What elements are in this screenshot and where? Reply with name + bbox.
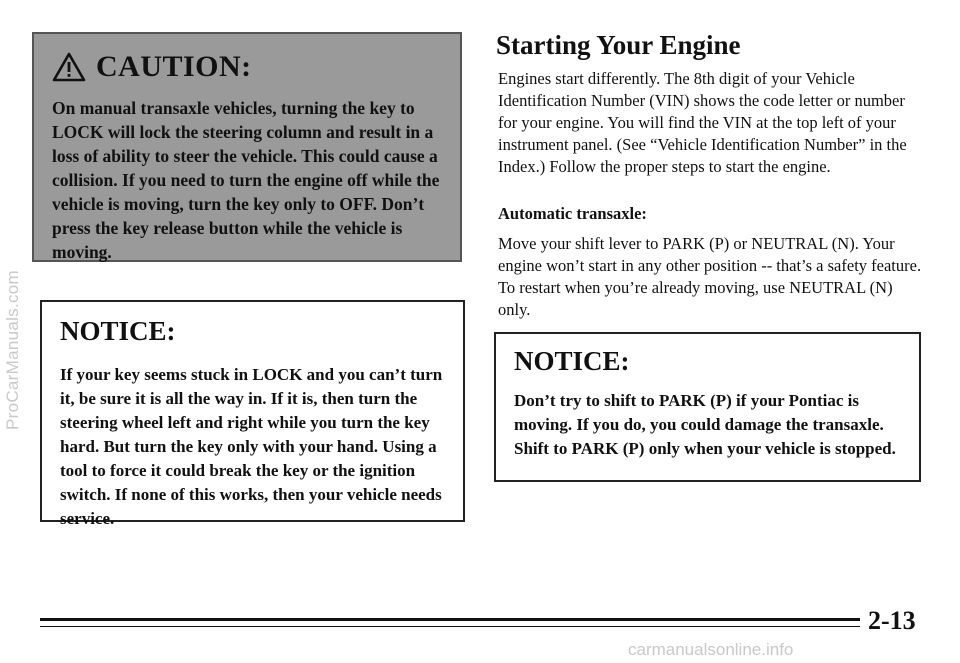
- warning-triangle-icon: [52, 52, 86, 82]
- intro-paragraph: Engines start differently. The 8th digit of your Vehicle Identification Number (VIN) shows the code letter or number for your engine. You will find the VIN at the top left of your instrument panel. (See “Vehicle Identification Number” in the Index.) Follow the proper steps to start the engine.: [498, 69, 907, 176]
- page-number: 2-13: [868, 606, 916, 635]
- caution-text: On manual transaxle vehicles, turning the key to LOCK will lock the steering column and result in a loss of ability to steer the vehicle. This could cause a collision. If you need to turn the engine off while the vehicle is moving, turn the key only to OFF. Don’t press the key release button while the vehicle is moving.: [52, 98, 440, 262]
- section-title: Starting Your Engine: [496, 30, 741, 60]
- notice-title-right: NOTICE:: [514, 346, 630, 376]
- caution-box: [32, 32, 462, 262]
- side-watermark: [2, 70, 24, 630]
- notice-text-right: Don’t try to shift to PARK (P) if your Pontiac is moving. If you do, you could damage the transaxle. Shift to PARK (P) only when your vehicle is stopped.: [514, 391, 896, 458]
- notice-title-left: NOTICE:: [60, 316, 176, 346]
- automatic-transaxle-heading: Automatic transaxle:: [498, 204, 647, 223]
- automatic-transaxle-paragraph: Move your shift lever to PARK (P) or NEUTRAL (N). Your engine won’t start in any other position -- that’s a safety feature. To restart when you’re already moving, use NEUTRAL (N) only.: [498, 234, 922, 319]
- side-watermark-text: ProCarManuals.com: [3, 269, 23, 431]
- footer-rule-thick: [40, 618, 860, 621]
- caution-header: [52, 50, 446, 84]
- notice-box-left: [40, 300, 465, 528]
- notice-box-right: [494, 332, 921, 482]
- caution-title: CAUTION:: [96, 50, 252, 83]
- bottom-watermark: carmanualsonline.info: [628, 640, 794, 659]
- footer-rule-thin: [40, 626, 860, 627]
- notice-text-left: If your key seems stuck in LOCK and you can’t turn it, be sure it is all the way in. If it is, then turn the steering wheel left and right while you turn the key hard. But turn the key only with your hand. Using a tool to force it could break the key or the ignition switch. If none of this works, then your vehicle needs service.: [60, 365, 443, 528]
